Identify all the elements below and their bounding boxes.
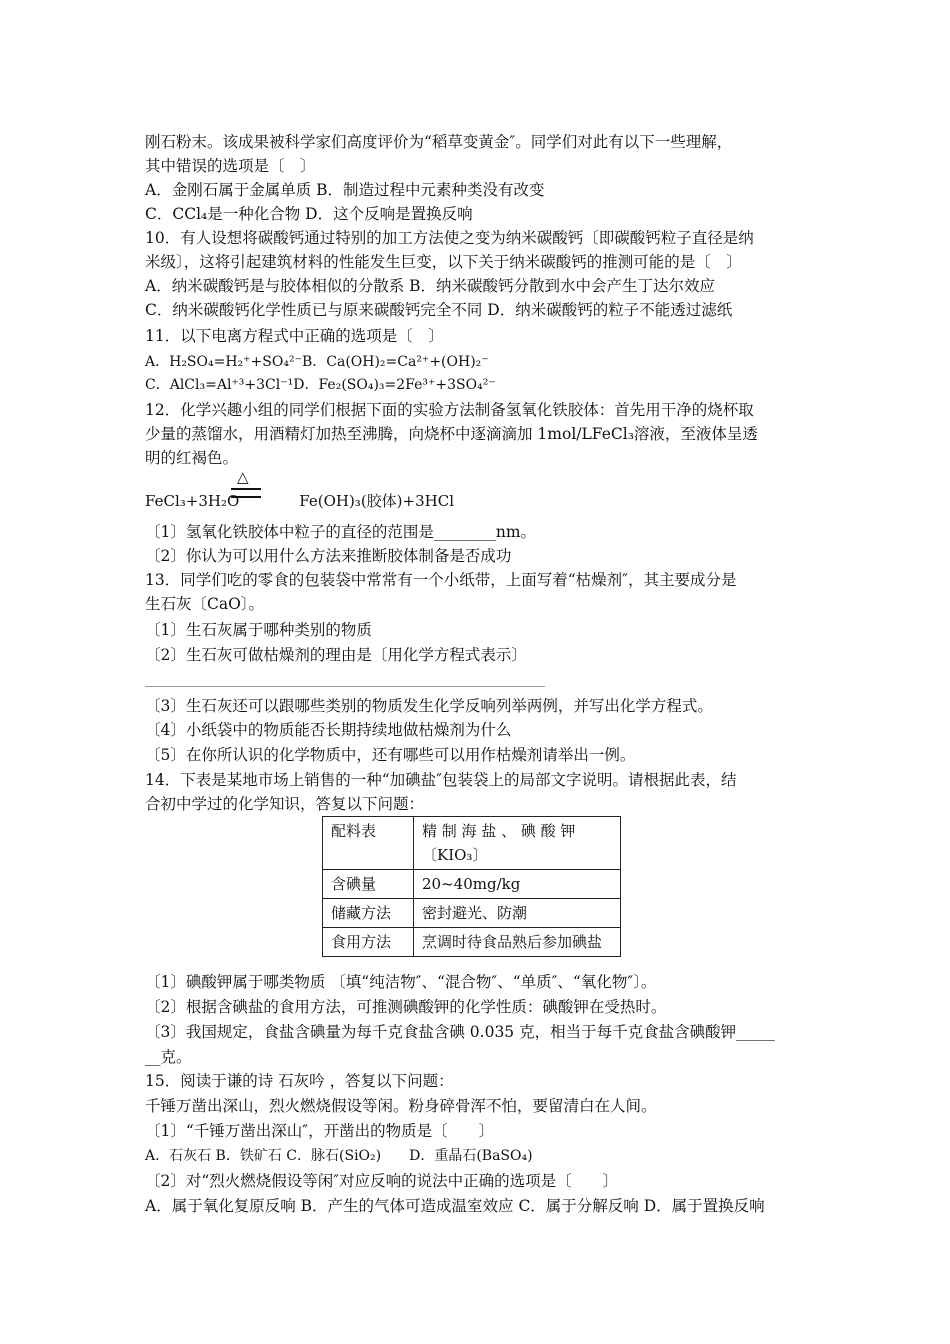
text-line: 〔1〕氢氧化铁胶体中粒子的直径的范围是________nm。 <box>145 523 537 541</box>
chemical-equation <box>145 468 565 514</box>
iodized-salt-table <box>322 816 621 957</box>
table-row <box>323 817 621 870</box>
equation-text: FeCl₃+3H₂O Fe(OH)₃(胶体)+3HCl <box>145 492 454 510</box>
table-cell-value: 烹调时待食品熟后参加碘盐 <box>414 928 621 957</box>
text-line: C．CCl₄是一种化合物 D．这个反响是置换反响 <box>145 205 473 223</box>
text-line: 〔2〕对“烈火燃烧假设等闲″对应反响的说法中正确的选项是〔 〕 <box>145 1172 619 1190</box>
text-line: A．金刚石属于金属单质 B．制造过程中元素种类没有改变 <box>145 181 545 199</box>
answer-line <box>145 686 545 687</box>
text-line: 合初中学过的化学知识，答复以下问题： <box>145 795 425 813</box>
text-line: C．纳米碳酸钙化学性质已与原来碳酸钙完全不同 D．纳米碳酸钙的粒子不能透过滤纸 <box>145 301 733 319</box>
text-line: 少量的蒸馏水，用酒精灯加热至沸腾，向烧杯中逐滴滴加 1mol/LFeCl₃溶液，至液体呈透 <box>145 425 758 443</box>
text-line: A．H₂SO₄=H₂⁺+SO₄²⁻B．Ca(OH)₂=Ca²⁺+(OH)₂⁻ <box>145 354 489 370</box>
question-13: 13．同学们吃的零食的包装袋中常常有一个小纸带，上面写着“枯燥剂″，其主要成分是 <box>145 571 737 589</box>
poem-line: 千锤万凿出深山，烈火燃烧假设等闲。粉身碎骨浑不怕，要留清白在人间。 <box>145 1097 657 1115</box>
text-line: 〔1〕碘酸钾属于哪类物质 〔填“纯洁物″、“混合物″、“单质″、“氧化物″〕。 <box>145 973 657 991</box>
text-line: 〔2〕生石灰可做枯燥剂的理由是〔用化学方程式表示〕 <box>145 646 527 664</box>
heat-condition: △ <box>237 468 249 486</box>
text-line: 〔1〕“千锤万凿出深山″，开凿出的物质是〔 〕 <box>145 1122 495 1140</box>
text-line: A．纳米碳酸钙是与胶体相似的分散系 B．纳米碳酸钙分散到水中会产生丁达尔效应 <box>145 277 716 295</box>
question-12: 12．化学兴趣小组的同学们根据下面的实验方法制备氢氧化铁胶体：首先用干净的烧杯取 <box>145 401 754 419</box>
text-line: 〔3〕生石灰还可以跟哪些类别的物质发生化学反响列举两例，并写出化学方程式。 <box>145 697 713 715</box>
text-line: 生石灰〔CaO〕。 <box>145 595 265 613</box>
table-row <box>323 899 621 928</box>
question-14: 14．下表是某地市场上销售的一种“加碘盐″包装袋上的局部文字说明。请根据此表，结 <box>145 771 737 789</box>
text-line: 〔1〕生石灰属于哪种类别的物质 <box>145 621 372 639</box>
text-line: 其中错误的选项是〔 〕 <box>145 157 316 175</box>
question-11: 11．以下电离方程式中正确的选项是〔 〕 <box>145 327 444 345</box>
table-cell-label: 配料表 <box>323 817 414 870</box>
question-10: 10．有人设想将碳酸钙通过特别的加工方法使之变为纳米碳酸钙〔即碳酸钙粒子直径是纳 <box>145 229 754 247</box>
text-line: 明的红褐色。 <box>145 449 239 467</box>
table-cell-value: 密封避光、防潮 <box>414 899 621 928</box>
table-row <box>323 870 621 899</box>
text-line: __克。 <box>145 1048 192 1066</box>
table-cell-label: 含碘量 <box>323 870 414 899</box>
text-line: C．AlCl₃=Al⁺³+3Cl⁻¹D．Fe₂(SO₄)₃=2Fe³⁺+3SO₄²⁻ <box>145 377 496 393</box>
text-line: 刚石粉末。该成果被科学家们高度评价为“稻草变黄金″。同学们对此有以下一些理解， <box>145 133 733 151</box>
text-line: A．属于氧化复原反响 B．产生的气体可造成温室效应 C．属于分解反响 D．属于置换反响 <box>145 1197 765 1215</box>
text-line: 〔2〕你认为可以用什么方法来推断胶体制备是否成功 <box>145 547 512 565</box>
table-row <box>323 928 621 957</box>
text-line: 〔4〕小纸袋中的物质能否长期持续地做枯燥剂为什么 <box>145 721 512 739</box>
table-cell-value: 20~40mg/kg <box>414 870 621 899</box>
text-line: 〔2〕根据含碘盐的食用方法，可推测碘酸钾的化学性质：碘酸钾在受热时。 <box>145 998 667 1016</box>
text-line: A．石灰石 B．铁矿石 C．脉石(SiO₂) D．重晶石(BaSO₄) <box>145 1148 533 1164</box>
text-line: 〔5〕在你所认识的化学物质中，还有哪些可以用作枯燥剂请举出一例。 <box>145 746 636 764</box>
text-line: 米级〕，这将引起建筑材料的性能发生巨变，以下关于纳米碳酸钙的推测可能的是〔 〕 <box>145 253 742 271</box>
text-line: 〔3〕我国规定，食盐含碘量为每千克食盐含碘 0.035 克，相当于每千克食盐含碘酸钾_____ <box>145 1023 775 1041</box>
table-cell-label: 食用方法 <box>323 928 414 957</box>
question-15: 15．阅读于谦的诗 石灰吟 ，答复以下问题： <box>145 1072 454 1090</box>
table-cell-value: 精 制 海 盐 、 碘 酸 钾 〔KIO₃〕 <box>414 817 621 870</box>
table-cell-label: 储藏方法 <box>323 899 414 928</box>
